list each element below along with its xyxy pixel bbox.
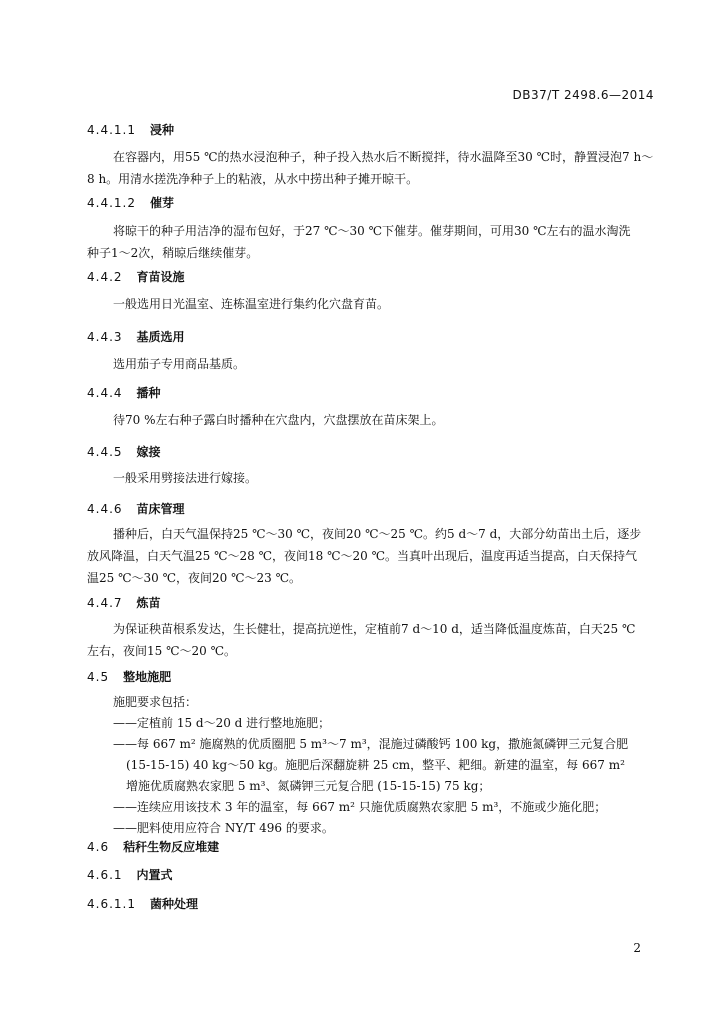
paragraph bbox=[87, 146, 657, 190]
list-item: ——肥料使用应符合 NY/T 496 的要求。 bbox=[113, 821, 334, 835]
paragraph bbox=[87, 409, 657, 431]
section-number: 4.4.6 bbox=[87, 502, 123, 516]
section-title: 炼苗 bbox=[136, 596, 161, 610]
section-number: 4.6.1.1 bbox=[87, 897, 136, 911]
paragraph bbox=[87, 220, 657, 264]
section-number: 4.6.1 bbox=[87, 868, 123, 882]
section-number: 4.4.4 bbox=[87, 386, 123, 400]
section-heading bbox=[87, 268, 185, 285]
section-heading bbox=[87, 866, 173, 883]
list-item-continuation: 增施优质腐熟农家肥 5 m³、氮磷钾三元复合肥 (15-15-15) 75 kg； bbox=[126, 779, 491, 793]
paragraph bbox=[87, 618, 657, 662]
paragraph bbox=[87, 467, 657, 489]
section-number: 4.4.2 bbox=[87, 270, 123, 284]
section-title: 基质选用 bbox=[136, 330, 185, 344]
section-heading bbox=[87, 594, 161, 611]
section-title: 催芽 bbox=[149, 196, 174, 210]
section-title: 整地施肥 bbox=[123, 670, 172, 684]
paragraph-line: 在容器内，用55 ℃的热水浸泡种子，种子投入热水后不断搅拌，待水温降至30 ℃时，静置浸泡7 h～ bbox=[113, 150, 654, 164]
section-title: 浸种 bbox=[149, 123, 174, 137]
section-title: 内置式 bbox=[136, 868, 173, 882]
paragraph-line: 将晾干的种子用洁净的湿布包好，于27 ℃～30 ℃下催芽。催芽期间，可用30 ℃左右的温水淘洗 bbox=[113, 224, 631, 238]
list-item: ——定植前 15 d～20 d 进行整地施肥； bbox=[113, 716, 331, 730]
paragraph bbox=[87, 692, 657, 839]
section-heading bbox=[87, 443, 161, 460]
section-number: 4.5 bbox=[87, 670, 110, 684]
section-heading bbox=[87, 384, 161, 401]
section-title: 嫁接 bbox=[136, 445, 161, 459]
paragraph-line: 待70 %左右种子露白时播种在穴盘内，穴盘摆放在苗床架上。 bbox=[113, 413, 444, 427]
section-heading bbox=[87, 500, 185, 517]
section-number: 4.4.7 bbox=[87, 596, 123, 610]
paragraph-line: 温25 ℃～30 ℃，夜间20 ℃～23 ℃。 bbox=[87, 571, 302, 585]
paragraph-line: 8 h。用清水搓洗净种子上的粘液，从水中捞出种子摊开晾干。 bbox=[87, 172, 419, 186]
paragraph-line: 种子1～2次，稍晾后继续催芽。 bbox=[87, 246, 259, 260]
paragraph-line: 放风降温，白天气温25 ℃～28 ℃，夜间18 ℃～20 ℃。当真叶出现后，温度再适当提高，白天保持气 bbox=[87, 549, 638, 563]
section-number: 4.6 bbox=[87, 840, 110, 854]
paragraph bbox=[87, 523, 657, 589]
section-number: 4.4.5 bbox=[87, 445, 123, 459]
paragraph bbox=[87, 353, 657, 375]
section-heading bbox=[87, 838, 219, 855]
section-title: 菌种处理 bbox=[149, 897, 198, 911]
list-item-continuation: (15-15-15) 40 kg～50 kg。施肥后深翻旋耕 25 cm，整平、耙细。新建的温室，每 667 m² bbox=[126, 758, 625, 772]
section-heading bbox=[87, 121, 174, 138]
section-heading bbox=[87, 328, 185, 345]
paragraph-line: 一般采用劈接法进行嫁接。 bbox=[113, 471, 258, 485]
list-item: ——连续应用该技术 3 年的温室，每 667 m² 只施优质腐熟农家肥 5 m³，不施或少施化肥； bbox=[113, 800, 607, 814]
section-heading bbox=[87, 668, 171, 685]
section-title: 秸秆生物反应堆建 bbox=[123, 840, 220, 854]
paragraph-line: 一般选用日光温室、连栋温室进行集约化穴盘育苗。 bbox=[113, 297, 390, 311]
paragraph-line: 施肥要求包括： bbox=[113, 695, 198, 709]
standard-id: DB37/T 2498.6—2014 bbox=[512, 88, 654, 102]
section-heading bbox=[87, 194, 174, 211]
page-number: 2 bbox=[633, 941, 641, 955]
paragraph-line: 选用茄子专用商品基质。 bbox=[113, 357, 246, 371]
section-number: 4.4.1.1 bbox=[87, 123, 136, 137]
section-number: 4.4.3 bbox=[87, 330, 123, 344]
paragraph-line: 为保证秧苗根系发达，生长健壮，提高抗逆性，定植前7 d～10 d，适当降低温度炼苗，白天25 ℃ bbox=[113, 622, 636, 636]
section-title: 播种 bbox=[136, 386, 161, 400]
section-title: 苗床管理 bbox=[136, 502, 185, 516]
paragraph-line: 左右，夜间15 ℃～20 ℃。 bbox=[87, 644, 237, 658]
paragraph-line: 播种后，白天气温保持25 ℃～30 ℃，夜间20 ℃～25 ℃。约5 d～7 d，大部分幼苗出土后，逐步 bbox=[113, 527, 642, 541]
list-item: ——每 667 m² 施腐熟的优质圈肥 5 m³～7 m³，混施过磷酸钙 100 kg，撒施氮磷钾三元复合肥 bbox=[113, 737, 629, 751]
section-number: 4.4.1.2 bbox=[87, 196, 136, 210]
section-heading bbox=[87, 895, 198, 912]
paragraph bbox=[87, 293, 657, 315]
section-title: 育苗设施 bbox=[136, 270, 185, 284]
